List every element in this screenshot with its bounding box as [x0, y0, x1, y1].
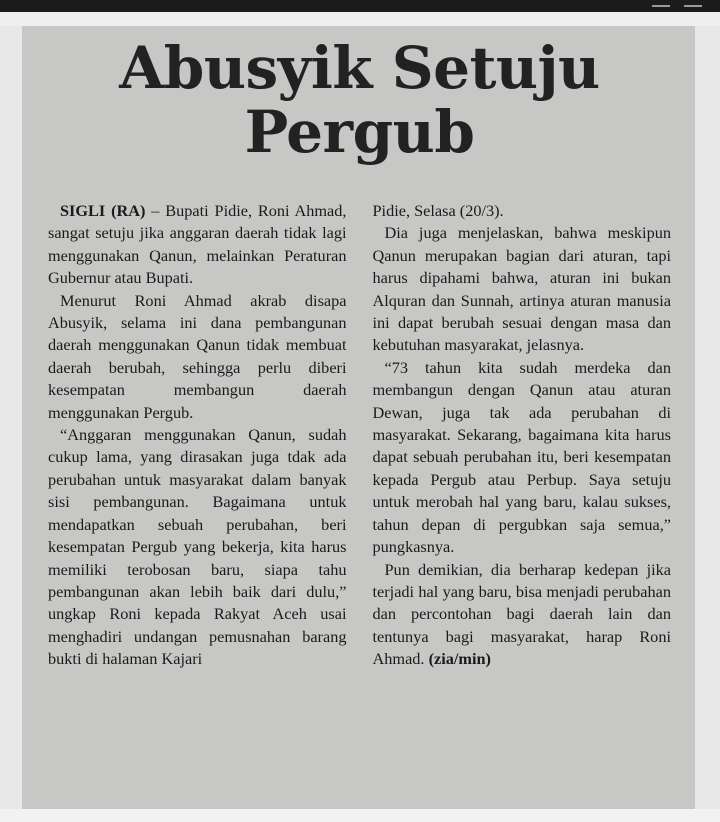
- paragraph: “Anggaran menggunakan Qanun, sudah cukup lama, yang dirasakan juga tdak ada perubahan untuk masyarakat dalam banyak sisi pembangunan. Bagaimana untuk mendapatkan sebuah perubahan, beri kesempatan Pergub yang bekerja, kita harus memiliki terobosan baru, siapa tahu pembangunan akan lebih baik dari dulu,” ungkap Roni kepada Rakyat Aceh usai menghadiri undangan pemusnahan barang bukti di halaman Kajari: [48, 425, 347, 669]
- paragraph: Pidie, Selasa (20/3).: [372, 201, 504, 220]
- top-bar-marks: [652, 0, 702, 12]
- paragraph: [373, 559, 672, 671]
- dateline: SIGLI (RA): [60, 201, 146, 220]
- column-right: [373, 200, 672, 671]
- paragraph: [48, 200, 347, 290]
- column-left: [48, 200, 347, 671]
- page-margin-top: [0, 12, 720, 26]
- author-signature: (zia/min): [428, 649, 491, 669]
- page-margin-bottom: [0, 809, 720, 822]
- top-mark: [684, 5, 702, 7]
- top-mark: [652, 5, 670, 7]
- paragraph: Dia juga menjelaskan, bahwa meskipun Qanun merupakan bagian dari aturan, tapi harus dipahami bahwa, aturan ini bukan Alquran dan Sunnah, artinya aturan manusia ini dapat berubah sesuai dengan masa dan kebutuhan masyarakat, jelasnya.: [372, 223, 671, 355]
- paragraph: Menurut Roni Ahmad akrab disapa Abusyik, selama ini dana pembangunan daerah menggunakan Qanun tidak membuat daerah berubah, sehingga perlu diberi kesempatan membangun daerah menggunakan Pergub.: [48, 290, 347, 422]
- paragraph-text: – Bupati Pidie, Roni Ahmad, sangat setuju jika anggaran daerah tidak lagi menggunakan Qanun, melainkan Peraturan Gubernur atau Bupati.: [48, 201, 347, 288]
- article-columns: [48, 200, 671, 671]
- newspaper-clipping: [22, 26, 695, 809]
- paragraph: “73 tahun kita sudah merdeka dan membangun dengan Qanun atau aturan Dewan, juga tak ada perubahan di masyarakat. Sekarang, bagaimana kita harus dapat sebuah perubahan itu, beri kesempatan kepada Pergub atau Perbup. Saya setuju untuk merobah hal yang baru, kalau sukses, tahun depan di pergubkan saja semua,” pungkasnya.: [372, 357, 671, 557]
- top-bar: [0, 0, 720, 12]
- paragraph-text: Pun demikian, dia berharap kedepan jika terjadi hal yang baru, bisa menjadi perubahan dan percontohan bagi daerah lain dan tentunya bagi masyarakat, harap Roni Ahmad.: [372, 559, 671, 669]
- headline: Abusyik Setuju Pergub: [119, 34, 600, 166]
